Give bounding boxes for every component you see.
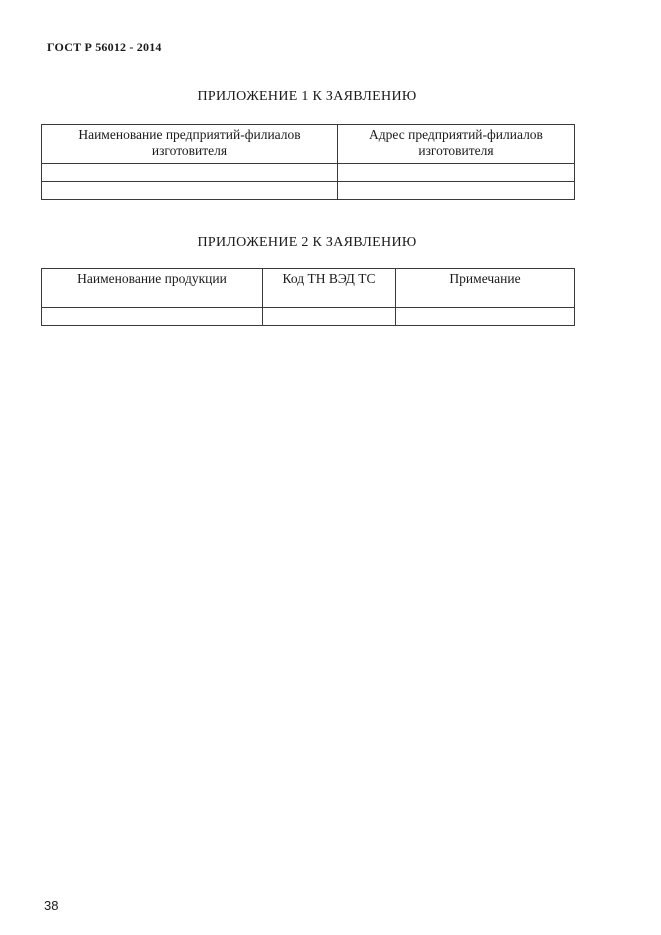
document-standard-header: ГОСТ Р 56012 - 2014 bbox=[47, 40, 162, 54]
table-row bbox=[42, 164, 575, 182]
table-cell bbox=[42, 164, 338, 182]
page-number: 38 bbox=[44, 898, 59, 913]
table-cell bbox=[42, 308, 263, 326]
column-header-product-name: Наименование продукции bbox=[42, 269, 263, 308]
table-header-row bbox=[42, 125, 575, 164]
appendix-2-table bbox=[41, 268, 575, 326]
column-header-note: Примечание bbox=[396, 269, 575, 308]
appendix-1-table bbox=[41, 124, 575, 200]
table-row bbox=[42, 182, 575, 200]
table-cell bbox=[42, 182, 338, 200]
table-cell bbox=[396, 308, 575, 326]
table-cell bbox=[263, 308, 396, 326]
table-row bbox=[42, 308, 575, 326]
table-cell bbox=[338, 164, 575, 182]
appendix-2-title: ПРИЛОЖЕНИЕ 2 К ЗАЯВЛЕНИЮ bbox=[197, 235, 417, 250]
table-cell bbox=[338, 182, 575, 200]
table-header-row bbox=[42, 269, 575, 308]
column-header-branch-address: Адрес предприятий-филиалов изготовителя bbox=[338, 125, 575, 164]
column-header-customs-code: Код ТН ВЭД ТС bbox=[263, 269, 396, 308]
column-header-branch-name: Наименование предприятий-филиалов изготовителя bbox=[42, 125, 338, 164]
appendix-1-title: ПРИЛОЖЕНИЕ 1 К ЗАЯВЛЕНИЮ bbox=[197, 89, 417, 104]
